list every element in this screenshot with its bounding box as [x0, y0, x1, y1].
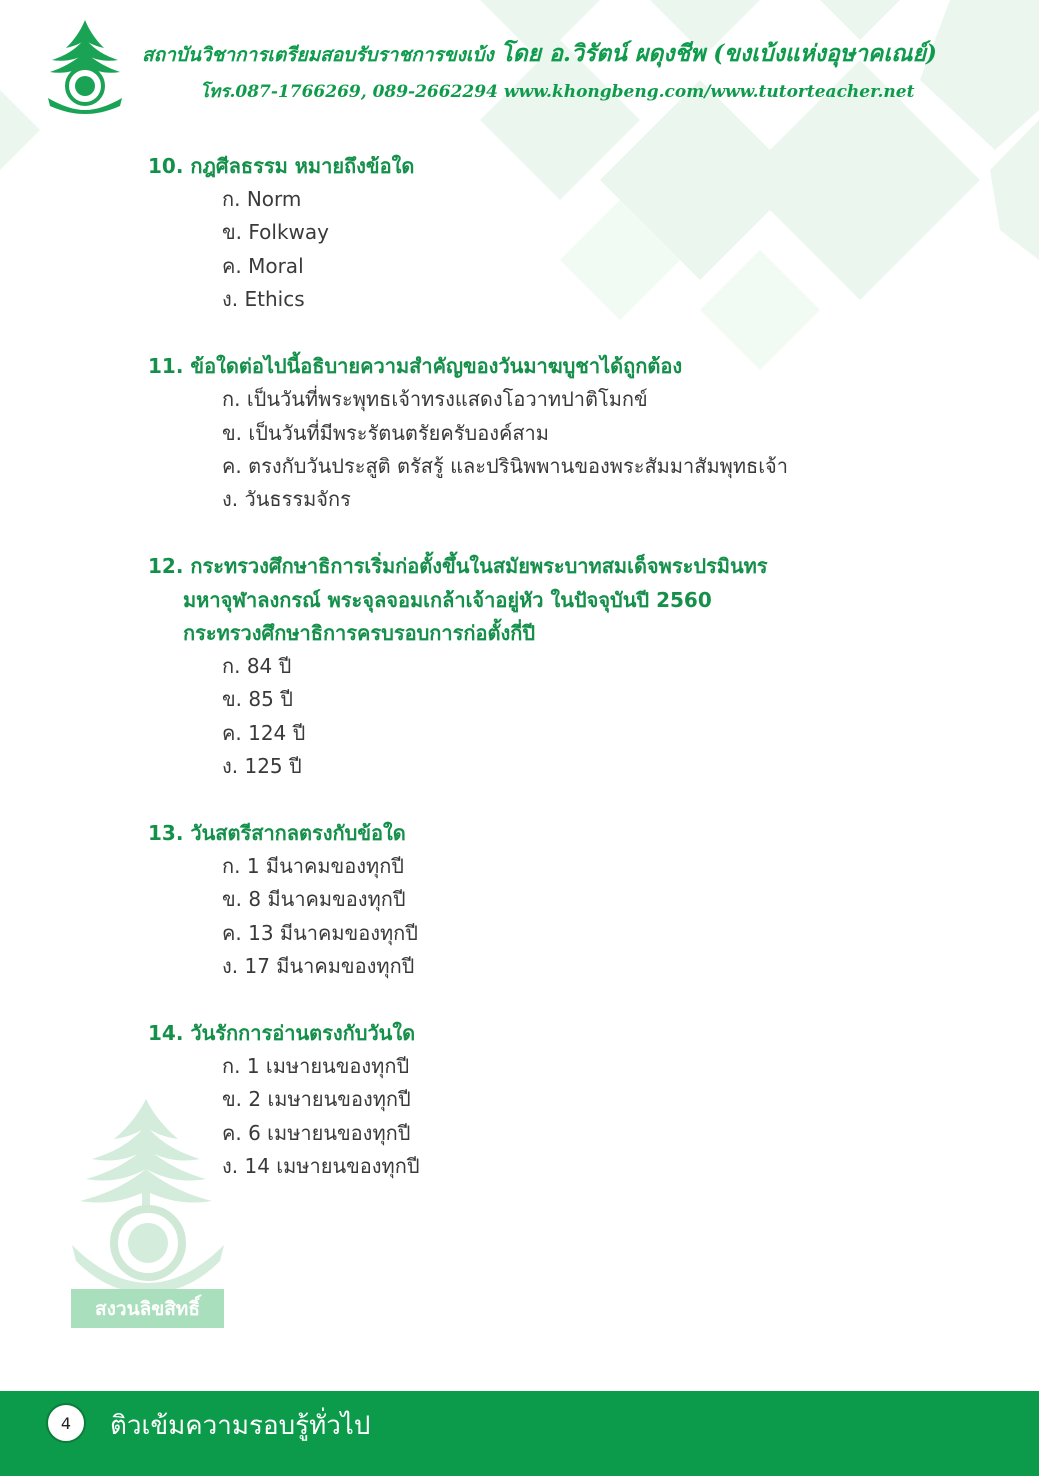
- question-11: [148, 350, 682, 384]
- page-footer: [0, 1391, 1039, 1476]
- option-d: ง. 17 มีนาคมของทุกปี: [222, 954, 415, 978]
- option-a: ก. 1 มีนาคมของทุกปี: [222, 854, 404, 878]
- question-14: [148, 1017, 415, 1051]
- option-c: ค. 6 เมษายนของทุกปี: [222, 1121, 411, 1145]
- question-text: 10. กฎศีลธรรม หมายถึงข้อใด: [148, 154, 415, 178]
- contact-line: โทร.087-1766269, 089-2662294 www.khongbeng.com/www.tutorteacher.net: [200, 82, 915, 102]
- option-d: ง. 125 ปี: [222, 754, 302, 778]
- book-title: ติวเข้มความรอบรู้ทั่วไป: [110, 1411, 371, 1441]
- institute-name: [142, 36, 1022, 72]
- option-a: ก. Norm: [222, 187, 302, 211]
- question-text: 13. วันสตรีสากลตรงกับข้อใด: [148, 821, 406, 845]
- question-text: 11. ข้อใดต่อไปนี้อธิบายความสำคัญของวันมาฆบูชาได้ถูกต้อง: [148, 354, 683, 378]
- question-text-continued: กระทรวงศึกษาธิการครบรอบการก่อตั้งกี่ปี: [183, 621, 536, 645]
- option-b: ข. 85 ปี: [222, 687, 293, 711]
- option-d: ง. Ethics: [222, 287, 305, 311]
- question-12: [148, 550, 768, 651]
- option-a: ก. 1 เมษายนของทุกปี: [222, 1054, 410, 1078]
- question-text-continued: มหาจุฬาลงกรณ์ พระจุลจอมเกล้าเจ้าอยู่หัว ในปัจจุบันปี 2560: [183, 587, 712, 612]
- option-a: ก. 84 ปี: [222, 654, 292, 678]
- option-c: ค. 13 มีนาคมของทุกปี: [222, 921, 418, 945]
- institute-name-prefix: สถาบันวิชาการเตรียมสอบรับราชการขงเบ้ง: [142, 44, 494, 66]
- option-a: ก. เป็นวันที่พระพุทธเจ้าทรงแสดงโอวาทปาติโมกข์: [222, 387, 648, 411]
- option-b: ข. เป็นวันที่มีพระรัตนตรัยครับองค์สาม: [222, 421, 549, 445]
- option-d: ง. 14 เมษายนของทุกปี: [222, 1154, 420, 1178]
- option-c: ค. 124 ปี: [222, 721, 306, 745]
- page-number: 4: [46, 1403, 86, 1443]
- question-13: [148, 817, 406, 851]
- question-10: [148, 150, 414, 184]
- option-b: ข. 8 มีนาคมของทุกปี: [222, 887, 406, 911]
- option-c: ค. Moral: [222, 254, 304, 278]
- option-b: ข. 2 เมษายนของทุกปี: [222, 1087, 411, 1111]
- question-text: 12. กระทรวงศึกษาธิการเริ่มก่อตั้งขึ้นในสมัยพระบาทสมเด็จพระปรมินทร: [148, 554, 768, 578]
- option-d: ง. วันธรรมจักร: [222, 487, 351, 511]
- option-c: ค. ตรงกับวันประสูติ ตรัสรู้ และปรินิพพานของพระสัมมาสัมพุทธเจ้า: [222, 454, 789, 478]
- copyright-label: สงวนลิขสิทธิ์: [71, 1289, 224, 1328]
- option-b: ข. Folkway: [222, 220, 330, 244]
- institute-owner: โดย อ.วิรัตน์ ผดุงชีพ (ขงเบ้งแห่งอุษาคเณย์): [500, 40, 937, 67]
- question-text: 14. วันรักการอ่านตรงกับวันใด: [148, 1021, 416, 1045]
- institute-logo-icon: [44, 18, 126, 114]
- page-header: [0, 0, 1039, 130]
